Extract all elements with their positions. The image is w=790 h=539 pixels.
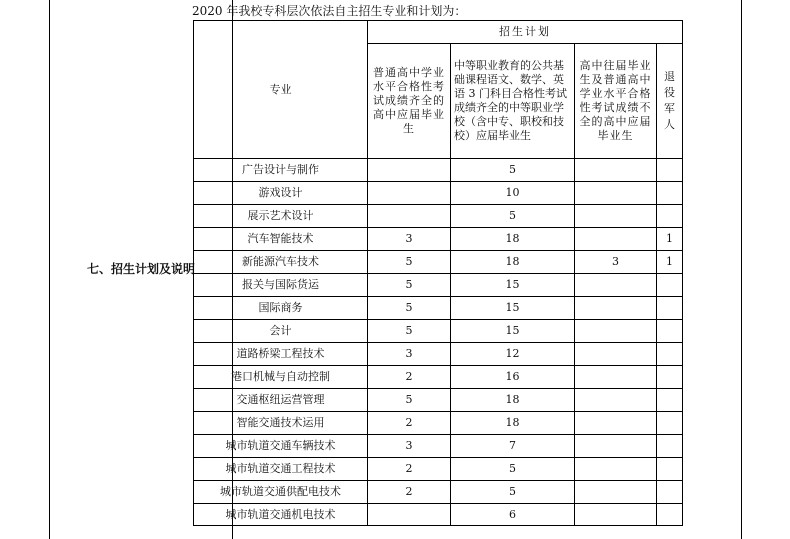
count-cell: 2 <box>368 366 451 389</box>
group-header: 招生计划 <box>368 21 683 44</box>
count-cell: 2 <box>368 458 451 481</box>
count-cell <box>368 504 451 526</box>
major-cell: 报关与国际货运 <box>194 274 368 297</box>
count-cell: 7 <box>451 435 575 458</box>
count-cell: 18 <box>451 251 575 274</box>
count-cell: 3 <box>368 228 451 251</box>
count-cell: 5 <box>451 481 575 504</box>
major-cell: 城市轨道交通车辆技术 <box>194 435 368 458</box>
count-cell <box>657 458 683 481</box>
count-cell: 1 <box>657 251 683 274</box>
table-row <box>194 159 683 182</box>
count-cell <box>657 297 683 320</box>
major-header: 专业 <box>194 21 368 159</box>
count-cell: 5 <box>368 274 451 297</box>
count-cell <box>575 182 657 205</box>
major-cell: 新能源汽车技术 <box>194 251 368 274</box>
major-cell: 广告设计与制作 <box>194 159 368 182</box>
column-header: 退役军人 <box>657 44 683 159</box>
count-cell <box>657 504 683 526</box>
count-cell <box>575 297 657 320</box>
table-row <box>194 205 683 228</box>
table-body <box>194 159 683 526</box>
count-cell: 2 <box>368 412 451 435</box>
count-cell <box>575 412 657 435</box>
count-cell <box>657 343 683 366</box>
count-cell: 15 <box>451 320 575 343</box>
count-cell: 15 <box>451 274 575 297</box>
major-cell: 汽车智能技术 <box>194 228 368 251</box>
major-cell: 国际商务 <box>194 297 368 320</box>
count-cell: 5 <box>368 251 451 274</box>
column-header: 高中往届毕业生及普通高中学业水平合格性考试成绩不全的高中应届毕业生 <box>575 44 657 159</box>
count-cell: 2 <box>368 481 451 504</box>
count-cell <box>575 228 657 251</box>
count-cell <box>575 205 657 228</box>
table-row <box>194 343 683 366</box>
count-cell: 1 <box>657 228 683 251</box>
count-cell: 6 <box>451 504 575 526</box>
table-row <box>194 504 683 526</box>
count-cell <box>575 366 657 389</box>
table-row <box>194 389 683 412</box>
table-row <box>194 435 683 458</box>
count-cell <box>657 389 683 412</box>
table-row <box>194 458 683 481</box>
count-cell <box>368 205 451 228</box>
count-cell <box>575 504 657 526</box>
count-cell: 18 <box>451 389 575 412</box>
count-cell <box>657 481 683 504</box>
major-cell: 道路桥梁工程技术 <box>194 343 368 366</box>
major-cell: 城市轨道交通机电技术 <box>194 504 368 526</box>
count-cell <box>575 343 657 366</box>
count-cell <box>575 274 657 297</box>
table-row <box>194 297 683 320</box>
enrollment-plan-table <box>193 20 683 526</box>
count-cell <box>657 320 683 343</box>
count-cell: 5 <box>451 205 575 228</box>
count-cell: 10 <box>451 182 575 205</box>
count-cell <box>657 435 683 458</box>
count-cell: 16 <box>451 366 575 389</box>
count-cell <box>575 458 657 481</box>
count-cell <box>657 274 683 297</box>
major-cell: 港口机械与自动控制 <box>194 366 368 389</box>
count-cell <box>575 481 657 504</box>
count-cell <box>575 435 657 458</box>
count-cell <box>368 159 451 182</box>
section-label: 七、招生计划及说明 <box>86 262 195 276</box>
table-row <box>194 320 683 343</box>
count-cell: 3 <box>368 435 451 458</box>
count-cell: 18 <box>451 412 575 435</box>
count-cell: 15 <box>451 297 575 320</box>
table-row <box>194 412 683 435</box>
count-cell <box>575 389 657 412</box>
major-cell: 展示艺术设计 <box>194 205 368 228</box>
table-row <box>194 481 683 504</box>
count-cell: 12 <box>451 343 575 366</box>
table-row <box>194 274 683 297</box>
column-header: 普通高中学业水平合格性考试成绩齐全的高中应届毕业生 <box>368 44 451 159</box>
column-header: 中等职业教育的公共基础课程语文、数学、英语 3 门科目合格性考试成绩齐全的中等职业学校（含中专、职校和技校）应届毕业生 <box>451 44 575 159</box>
major-cell: 城市轨道交通供配电技术 <box>194 481 368 504</box>
count-cell: 5 <box>368 389 451 412</box>
count-cell: 3 <box>368 343 451 366</box>
count-cell <box>368 182 451 205</box>
count-cell: 5 <box>451 159 575 182</box>
count-cell <box>575 159 657 182</box>
table-row <box>194 366 683 389</box>
table-row <box>194 182 683 205</box>
count-cell <box>657 205 683 228</box>
count-cell: 5 <box>368 297 451 320</box>
major-cell: 游戏设计 <box>194 182 368 205</box>
count-cell: 3 <box>575 251 657 274</box>
major-cell: 城市轨道交通工程技术 <box>194 458 368 481</box>
count-cell <box>657 366 683 389</box>
count-cell: 5 <box>451 458 575 481</box>
count-cell: 5 <box>368 320 451 343</box>
count-cell <box>657 159 683 182</box>
major-cell: 会计 <box>194 320 368 343</box>
major-cell: 交通枢纽运营管理 <box>194 389 368 412</box>
table-row <box>194 228 683 251</box>
count-cell <box>657 412 683 435</box>
major-cell: 智能交通技术运用 <box>194 412 368 435</box>
intro-text: 2020 年我校专科层次依法自主招生专业和计划为： <box>192 4 467 18</box>
count-cell <box>657 182 683 205</box>
count-cell: 18 <box>451 228 575 251</box>
table-row <box>194 251 683 274</box>
count-cell <box>575 320 657 343</box>
